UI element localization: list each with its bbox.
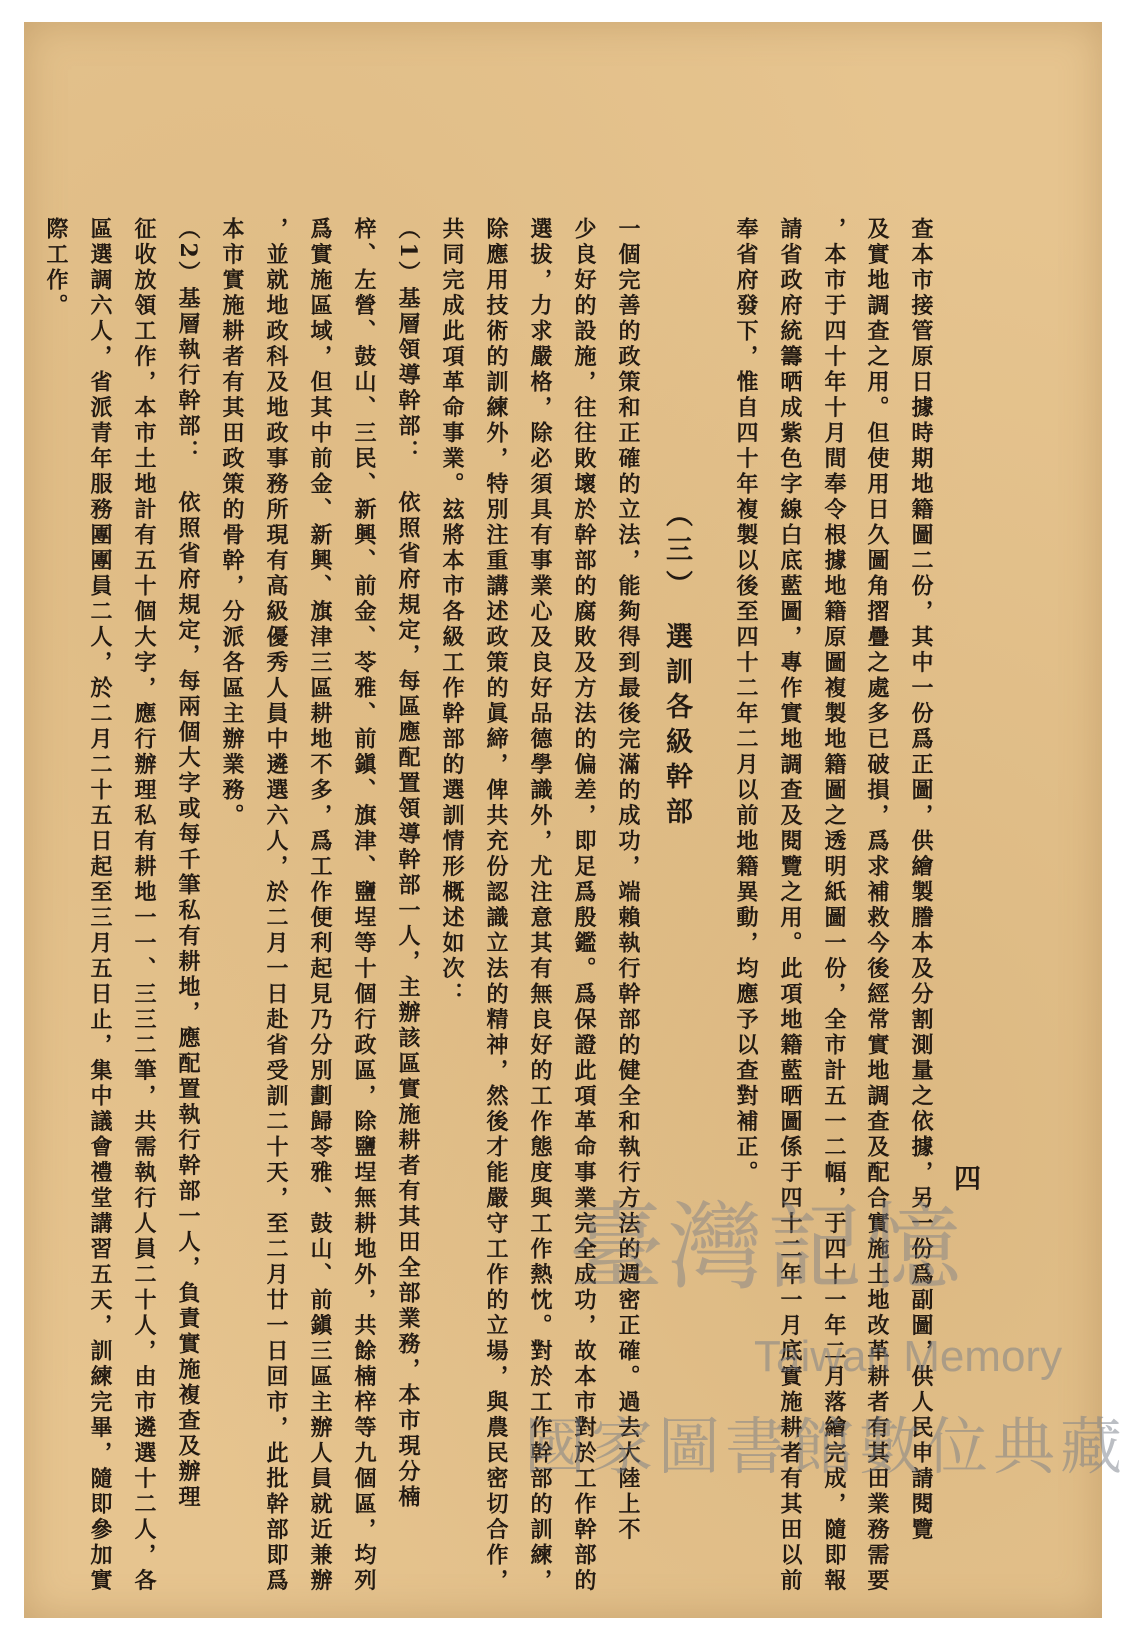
text-column: 奉省府發下，惟自四十年複製以後至四十二年二月以前地籍異動，均應予以查對補正。 [733,217,759,1186]
text-column: （2）基層執行幹部： 依照省府規定，每兩個大字或每千筆私有耕地，應配置執行幹部一人，負責實施複查及辦理 [175,217,201,1511]
text-column: 少良好的設施，往往敗壞於幹部的腐敗及方法的偏差，即足爲殷鑑。爲保證此項革命事業完全成功，故本市對於工作幹部的 [571,217,597,1594]
text-column: 爲實施區域，但其中前金、新興、旗津三區耕地不多，爲工作便利起見乃分別劃歸苓雅、鼓山、前鎭三區主辦人員就近兼辦 [307,217,333,1594]
text-column: 除應用技術的訓練外，特別注重講述政策的眞締，俾共充份認識立法的精神，然後才能嚴守工作的立場，與農民密切合作， [483,217,509,1594]
document-page [24,22,1127,1618]
text-column: 征收放領工作，本市土地計有五十個大字，應行辦理私有耕地一一、三三二筆，共需執行人員二十人，由市遴選十二人，各 [131,217,157,1594]
text-column: 梓、左營、鼓山、三民、新興、前金、苓雅、前鎭、旗津、鹽埕等十個行政區，除鹽埕無耕地外，共餘楠梓等九個區，均列 [351,217,377,1594]
text-column: （1）基層領導幹部： 依照省府規定，每區應配置領導幹部一人，主辦該區實施耕者有其田全部業務，本市現分楠 [395,217,421,1511]
watermark-logo-text: 臺灣記憶 [569,1193,966,1303]
text-column: 本市實施耕者有其田政策的骨幹，分派各區主辦業務。 [219,217,245,829]
text-column: 共同完成此項革命事業。玆將本市各級工作幹部的選訓情形概述如次： [439,217,465,1008]
watermark-institution: 國家圖書館數位典藏 [524,1410,1127,1483]
text-column: 際工作。 [43,217,69,319]
text-column: 一個完善的政策和正確的立法，能夠得到最後完滿的成功，端賴執行幹部的健全和執行方法的週密正確。過去大陸上不 [615,217,641,1543]
text-column: 區選調六人，省派青年服務團團員二人，於二月二十五日起至三月五日止，集中議會禮堂講習五天，訓練完畢，隨即參加實 [87,217,113,1594]
section-heading: （三） 選訓各級幹部 [661,500,692,833]
page-number: 四 [954,1164,981,1195]
text-column: 及實地調查之用。但使用日久圖角摺疊之處多已破損，爲求補救今後經常實地調查及配合實施土地改革耕者有其田業務需要 [864,217,890,1594]
text-column: 選拔，力求嚴格，除必須具有事業心及良好品德學識外，尤注意其有無良好的工作態度與工作熱忱。對於工作幹部的訓練， [527,217,553,1594]
text-column: 請省政府統籌晒成紫色字線白底藍圖，專作實地調查及閱覽之用。此項地籍藍晒圖係于四十二年一月底實施耕者有其田以前 [777,217,803,1594]
watermark-english: Taiwan Memory [754,1332,1063,1381]
text-column: ，本市于四十年十月間奉令根據地籍原圖複製地籍圖之透明紙圖一份，全市計五一二幅，于四十一年二月落繪完成，隨即報 [821,217,847,1594]
text-column: 查本市接管原日據時期地籍圖二份，其中一份爲正圖，供繪製謄本及分割測量之依據，另一份爲副圖，供人民申請閱覽 [908,217,934,1543]
text-column: ，並就地政科及地政事務所現有高級優秀人員中遴選六人，於二月一日赴省受訓二十天，至二月廿一日回市，此批幹部即爲 [263,217,289,1594]
